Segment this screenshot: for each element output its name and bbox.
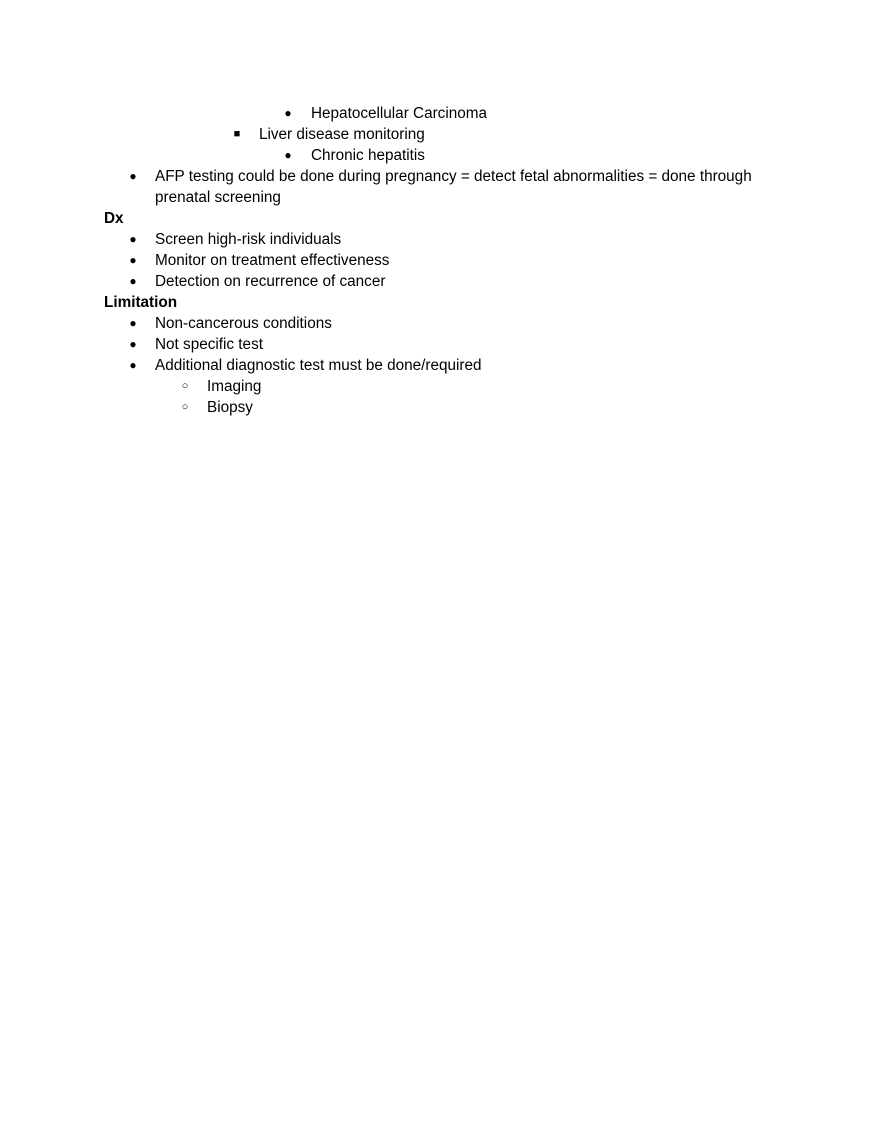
bullet-icon: ● bbox=[284, 106, 292, 120]
square-bullet-icon: ■ bbox=[233, 128, 241, 140]
bullet-icon: ● bbox=[284, 148, 292, 162]
bullet-icon: ● bbox=[129, 169, 137, 183]
section-heading-limitation: Limitation bbox=[104, 294, 178, 311]
bullet-icon: ● bbox=[129, 358, 137, 372]
circle-bullet-icon: ○ bbox=[181, 401, 189, 413]
bullet-icon: ● bbox=[129, 274, 137, 288]
circle-bullet-icon: ○ bbox=[181, 380, 189, 392]
bullet-icon: ● bbox=[129, 316, 137, 330]
bullet-icon: ● bbox=[129, 232, 137, 246]
bullet-icon: ● bbox=[129, 337, 137, 351]
section-heading-dx: Dx bbox=[104, 210, 124, 227]
bullet-icon: ● bbox=[129, 253, 137, 267]
